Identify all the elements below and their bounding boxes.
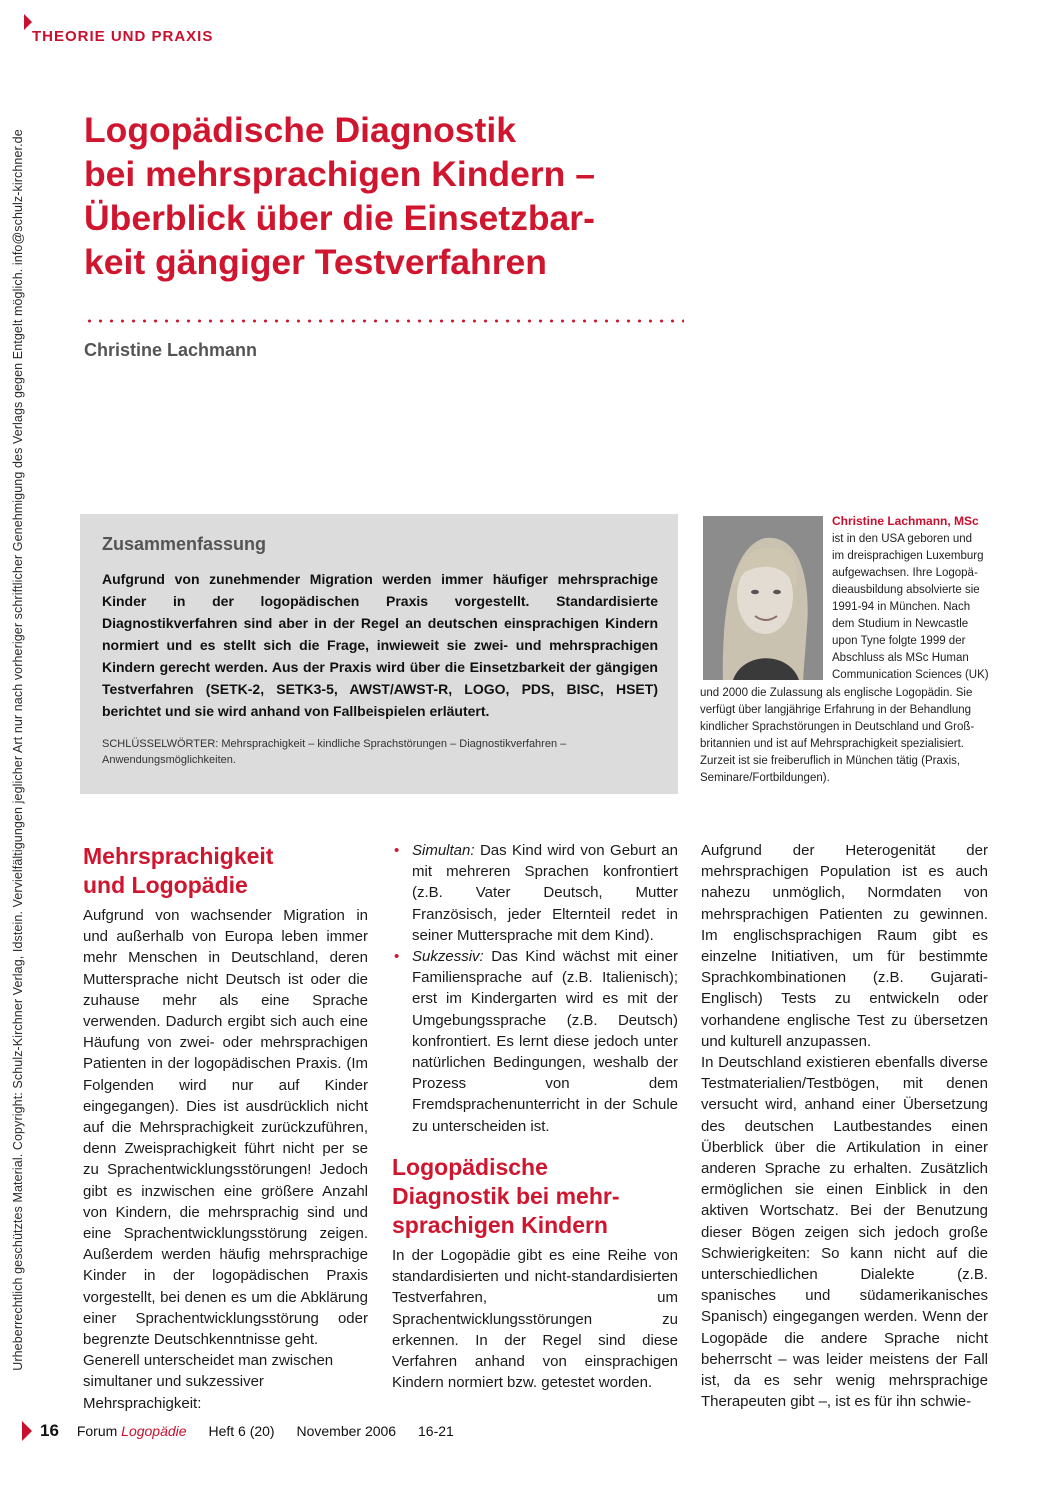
page-footer <box>40 1421 454 1441</box>
author-name: Christine Lachmann <box>84 340 258 360</box>
corner-arrow-mark <box>24 14 32 30</box>
section-label: THEORIE UND PRAXIS <box>32 28 214 45</box>
bio-line: verfügt über langjährige Erfahrung in der Behandlung <box>700 704 972 716</box>
bio-line: im dreisprachigen Luxemburg <box>832 550 984 562</box>
bio-line: kindlicher Sprachstörungen in Deutschland und Groß- <box>700 721 975 733</box>
column-1-body <box>83 905 368 1414</box>
summary-text: Aufgrund von zunehmender Migration werden immer häufiger mehrsprachige Kinder in der logopädischen Praxis vorgestellt. Standardisierte Diagnostikverfahren sind aber in der Regel an deutschen einsprachigen Kindern normiert und es stellt sich die Frage, inwieweit sie zwei- und mehrsprachigen Kindern gerecht werden. Aus der Praxis wird über die Einsetzbarkeit der gängigen Testverfahren (SETK-2, SETK3-5, AWST/AWST-R, LOGO, PDS, BISC, HSET) berichtet und sie wird anhand von Fallbeispielen erläutert. <box>102 571 658 719</box>
bio-line: britannien und ist auf Mehrsprachigkeit spezialisiert. <box>700 738 964 750</box>
bio-line: dieausbildung absolvierte sie <box>832 584 980 596</box>
bio-line: Communication Sciences (UK) <box>832 669 989 681</box>
bullet-icon: • <box>394 842 400 859</box>
footer-issue: Heft 6 (20) <box>208 1423 275 1439</box>
body-paragraph: In Deutschland existieren ebenfalls diverse Testmaterialien/Testbögen, mit denen versucht wird, anhand einer Übersetzung des deutschen Lautbestandes einen Überblick über die Artikulation in einer anderen Sprache zu erhalten. Zusätzlich ermöglichen sie einen Einblick in den aktiven Wortschatz. Bei der Benutzung dieser Bögen zeigen sich jedoch große Schwierigkeiten: So kann nicht auf die unterschiedlichen Dialekte (z.B. spanisches und südamerikanisches Spanisch) eingegangen werden. Wenn der Logopäde die andere Sprache nicht beherrscht – was leider meistens der Fall ist, da es sehr wenig mehrsprachige Therapeuten gibt –, ist es für ihn schwie- <box>701 1054 988 1411</box>
bio-text-top <box>832 531 992 684</box>
list-item-term: Sukzessiv: <box>412 948 484 966</box>
heading-line: sprachigen Kindern <box>392 1212 608 1238</box>
summary-keywords: SCHLÜSSELWÖRTER: Mehrsprachigkeit – kindliche Sprachstörungen – Diagnostikverfahren – Anwendungsmöglichkeiten. <box>102 738 567 766</box>
title-line: Überblick über die Einsetzbar- <box>84 198 595 238</box>
body-paragraph: Generell unterscheidet man zwischen simultaner und sukzessiver Mehrsprachigkeit: <box>83 1352 334 1412</box>
footer-journal: Logopädie <box>121 1423 187 1439</box>
bio-line: 1991-94 in München. Nach <box>832 601 971 613</box>
footer-date: November 2006 <box>296 1423 397 1439</box>
bio-name: Christine Lachmann, MSc <box>832 514 979 528</box>
section-heading-mehrsprachigkeit <box>83 842 368 900</box>
article-title <box>84 108 704 284</box>
body-paragraph: Aufgrund von wachsender Migration in und außerhalb von Europa leben immer mehr Menschen in Deutschland, deren Muttersprache nicht Deutsch ist oder die zuhause mehr als eine Sprache verwenden. Dadurch ergibt sich auch eine Häufung von zwei- oder mehrsprachigen Patienten in der logopädischen Praxis. (Im Folgenden wird nur auf Kinder eingegangen). Dies ist ausdrücklich nicht auf die Mehrsprachigkeit zurückzuführen, denn Zweisprachigkeit führt nicht per se zu Sprachentwicklungsstörungen! Jedoch gibt es inzwischen eine größere Anzahl von Kindern, die mehrsprachig sind und eine Sprachentwicklungsstörung zeigen. Außerdem werden häufig mehrsprachige Kinder in der logopädischen Praxis vorgestellt, bei denen es um die Abklärung einer Sprachentwicklungsstörung oder begrenzte Deutschkenntnisse geht. <box>83 907 368 1349</box>
bio-text-bottom <box>700 685 995 787</box>
body-paragraph: In der Logopädie gibt es eine Reihe von standardisierten und nicht-standardisierten Testverfahren, um Sprachentwicklungsstörungen zu erkennen. In der Regel sind diese Verfahren anhand von einsprachigen Kindern normiert bzw. getestet worden. <box>392 1247 678 1392</box>
portrait-illustration <box>703 516 823 680</box>
summary-box <box>80 514 678 794</box>
column-2-body <box>392 1245 678 1393</box>
heading-line: und Logopädie <box>83 872 248 898</box>
footer-arrow-icon <box>22 1421 32 1441</box>
copyright-text: Urheberrechtlich geschütztes Material. Copyright: Schulz-Kirchner Verlag, Idstein. Vervielfältigungen jeglicher Art nur nach vorheriger schriftlicher Genehmigung des Verlags gegen Entgelt möglich. info@schulz-kirchner.de <box>11 129 25 1371</box>
list-item-term: Simultan: <box>412 842 475 859</box>
bio-line: dem Studium in Newcastle <box>832 618 969 630</box>
heading-line: Mehrsprachigkeit <box>83 843 274 869</box>
heading-line: Logopädische <box>392 1154 548 1180</box>
column-3-body <box>701 840 988 1412</box>
dotted-divider <box>84 318 684 324</box>
page-number: 16 <box>40 1421 59 1440</box>
heading-line: Diagnostik bei mehr- <box>392 1183 620 1209</box>
list-item-text: Das Kind wird von Geburt an mit mehreren Sprachen konfrontiert (z.B. Vater Deutsch, Mutter Französisch, jeder Elternteil redet in seiner Muttersprache mit dem Kind). <box>412 842 678 944</box>
section-heading-diagnostik <box>392 1153 678 1240</box>
list-item <box>392 840 678 946</box>
bio-line: Abschluss als MSc Human <box>832 652 969 664</box>
footer-forum: Forum <box>76 1423 118 1439</box>
bio-line: Seminare/Fortbildungen). <box>700 772 830 784</box>
bio-line: upon Tyne folgte 1999 der <box>832 635 966 647</box>
list-item <box>392 946 678 1137</box>
bio-line: ist in den USA geboren und <box>832 533 973 545</box>
bio-line: und 2000 die Zulassung als englische Logopädin. Sie <box>700 687 973 699</box>
bullet-icon: • <box>394 948 400 966</box>
footer-pages: 16-21 <box>418 1423 454 1439</box>
title-line: Logopädische Diagnostik <box>84 110 516 150</box>
copyright-sidebar <box>4 60 32 1440</box>
title-line: keit gängiger Testverfahren <box>84 242 547 282</box>
body-paragraph: Aufgrund der Heterogenität der mehrsprachigen Population ist es auch nahezu unmöglich, Normdaten von mehrsprachigen Patienten zu gewinnen. Im englischsprachigen Raum gibt es einzelne Initiativen, um für bestimmte Sprachkombinationen (z.B. Gujarati-Englisch) Tests zu entwickeln oder vorhandene englische Test zu übersetzen und kulturell anzupassen. <box>701 842 988 1050</box>
list-item-text: Das Kind wächst mit einer Familiensprache auf (z.B. Italienisch); erst im Kindergarten wird es mit der Umgebungssprache (z.B. Deutsch) konfrontiert. Es lernt diese jedoch unter natürlichen Bedingungen, weshalb der Prozess von dem Fremdsprachenunterricht in der Schule zu unterscheiden ist. <box>412 948 678 1135</box>
bullet-list <box>392 840 678 1137</box>
author-portrait <box>703 516 823 680</box>
title-line: bei mehrsprachigen Kindern – <box>84 154 595 194</box>
bio-line: aufgewachsen. Ihre Logopä- <box>832 567 978 579</box>
bio-line: Zurzeit ist sie freiberuflich in München tätig (Praxis, <box>700 755 961 767</box>
summary-heading: Zusammenfassung <box>102 534 267 554</box>
